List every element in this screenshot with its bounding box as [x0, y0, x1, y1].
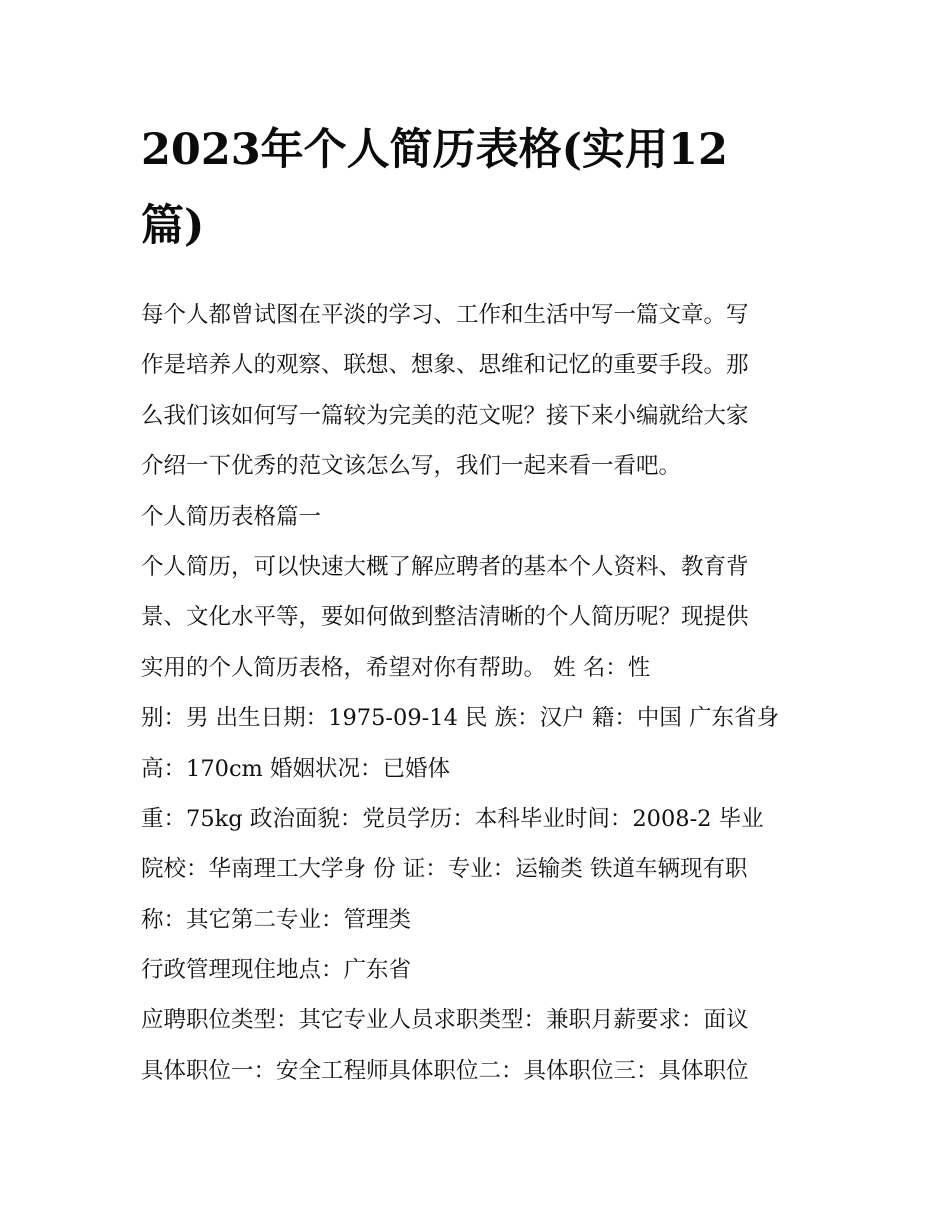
- paragraph-line: 景、文化水平等，要如何做到整洁清晰的个人简历呢？现提供: [141, 604, 749, 631]
- paragraph-line: 高：170cm 婚姻状况：已婚体: [141, 755, 451, 782]
- section-heading: 个人简历表格篇一: [141, 503, 322, 530]
- document-content: [141, 112, 813, 1096]
- paragraph-line: 每个人都曾试图在平淡的学习、工作和生活中写一篇文章。写: [141, 302, 749, 328]
- paragraph-line: 介绍一下优秀的范文该怎么写，我们一起来看一看吧。: [141, 453, 682, 480]
- paragraph-line: 具体职位一：安全工程师具体职位二：具体职位三：具体职位: [141, 1057, 749, 1084]
- paragraph-line: 作是培养人的观察、联想、想象、思维和记忆的重要手段。那: [141, 352, 749, 379]
- paragraph-line: 称：其它第二专业：管理类: [141, 906, 412, 933]
- paragraph-line: 别：男 出生日期：1975-09-14 民 族：汉户 籍：中国 广东省身: [141, 705, 779, 732]
- title-line: 篇): [141, 201, 205, 251]
- document-title: [141, 112, 813, 264]
- paragraph-line: 实用的个人简历表格，希望对你有帮助。 姓 名：性: [141, 654, 651, 681]
- paragraph-line: 么我们该如何写一篇较为完美的范文呢？接下来小编就给大家: [141, 402, 749, 429]
- paragraph-line: 应聘职位类型：其它专业人员求职类型：兼职月薪要求：面议: [141, 1007, 749, 1034]
- document-body: [141, 290, 813, 1096]
- paragraph-line: 个人简历，可以快速大概了解应聘者的基本个人资料、教育背: [141, 553, 749, 580]
- paragraph-line: 院校：华南理工大学身 份 证：专业：运输类 铁道车辆现有职: [141, 856, 748, 883]
- paragraph-line: 行政管理现住地点：广东省: [141, 957, 412, 984]
- paragraph-line: 重：75kg 政治面貌：党员学历：本科毕业时间：2008-2 毕业: [141, 805, 764, 832]
- title-line: 2023年个人简历表格(实用12: [141, 125, 728, 175]
